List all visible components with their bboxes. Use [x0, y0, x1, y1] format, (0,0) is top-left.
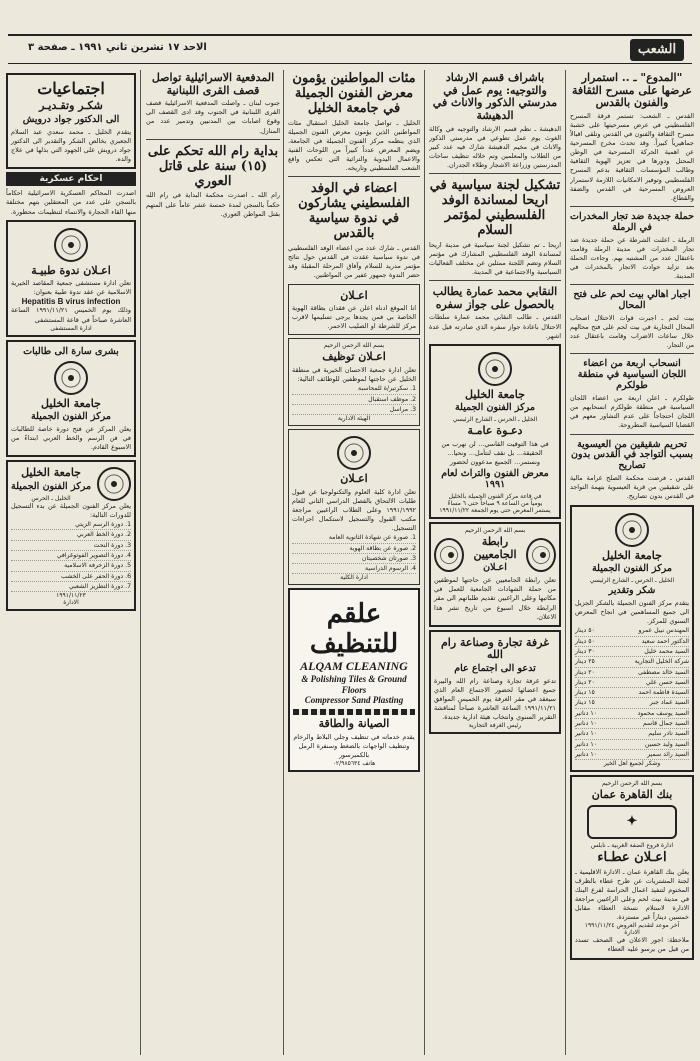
job-item: [292, 405, 416, 415]
donor-row: [575, 626, 689, 636]
gallery-list: [11, 520, 131, 592]
headline: انسحاب اربعة من اعضاء اللجان السياسية في منطقة طولكرم: [577, 358, 687, 392]
donor-amount: ١٠ دنانير: [575, 750, 597, 758]
chamber-ad: [429, 630, 561, 735]
donor-row: [575, 688, 689, 698]
ad-dept: مركز الفنون الجميلة: [454, 402, 536, 414]
article-body: الدهيشة ـ نظم قسم الارشاد والتوجيه في وكالة الغوث يوم عمل تطوعي في مدرستي الذكور والاناث في مخيم الدهيشة شارك فيه عدد كبير من الطلاب والمعلمين وتم خلاله تنظيف ساحات المدرستين وزراعة الاشجار وطلاء الجدران.: [429, 124, 561, 169]
donor-amount: ٥٠ دينار: [575, 637, 595, 645]
donor-row: [575, 668, 689, 678]
donor-row: [575, 678, 689, 688]
job-item-text: 3. مراسل: [389, 405, 416, 413]
job-item: [292, 395, 416, 405]
article-body: القدس ـ الشعب: تستمر فرقة المسرح الفلسطيني في عرض مسرحيتها على خشبة مسرح الثقافة والفنون في القدس وتلقى اقبالاً جماهيرياً كبيراً. وقد تحدث مخرج المسرحية عن اهمية الحركة المسرحية في الوطن المحتل ودورها في تعزيز الهوية الثقافية وطالب المؤسسات الثقافية بدعم المسرح الفلسطيني وتوفير الامكانيات اللازمة لاستمرار العروض المسرحية في القدس والضفة والقطاع.: [570, 111, 694, 202]
social-to: الى الدكتور جواد درويش: [22, 114, 120, 126]
donor-amount: ١٠ دنانير: [575, 720, 597, 728]
donor-amount: ٢٠ دينار: [575, 678, 595, 686]
column-rule: [565, 70, 566, 1055]
college-sign: ادارة الكلية: [340, 574, 368, 582]
masthead-logo: الشعب: [630, 39, 684, 61]
job-item-text: 1. سكرتير/ة للمحاسبة: [358, 385, 416, 393]
lost-id-notice: [288, 284, 420, 336]
league-seal-icon: [434, 538, 464, 572]
course-item-text: 5. دورة الزخرفة الاسلامية: [64, 562, 131, 570]
headline: مئات المواطنين يؤمون معرض الفنون الجميلة في جامعة الخليل: [292, 71, 416, 116]
bank-date: آخر موعد لتقديم العروض ١٩٩١/١١/٢٤: [584, 922, 680, 930]
donor-row: [575, 750, 689, 760]
bank-branch: ادارة فروع الضفة الغربية ـ نابلس: [590, 841, 674, 849]
ad-address: الخليل ـ الحرس ـ الشارع الرئيسي: [589, 577, 675, 585]
article-body: الرملة ـ اعلنت الشرطة عن حملة جديدة ضد تجار المخدرات في مدينة الرملة وقامت باعتقال عدد من المشتبه بهم. وجاءت الحملة بعد تزايد حوادث الاتجار بالمخدرات في المدينة.: [570, 235, 694, 281]
article-body: اريحا ـ تم تشكيل لجنة سياسية في مدينة اريحا لمساندة الوفد الفلسطيني المشارك في مؤتمر السلام وتضم اللجنة ممثلين عن مختلف الفعاليات السياسية والاجتماعية في المدينة.: [429, 240, 561, 277]
symposium-body: تعلن ادارة مستشفى جمعية المقاصد الخيرية الاسلامية عن عقد ندوة طبية بعنوان:: [11, 279, 131, 297]
social-title: اجتماعيات: [37, 79, 105, 98]
league-title: اعـلان: [483, 562, 507, 574]
article-body: بيت لحم ـ اجبرت قوات الاحتلال اصحاب المحال التجارية في بيت لحم على فتح محالهم خلال ساعات الاضراب وقامت باعتقال عدد من التجار.: [570, 314, 694, 350]
donor-amount: ٢٠ دينار: [575, 668, 595, 676]
column-2: [429, 70, 561, 1055]
donor-row: [575, 657, 689, 667]
ad-org: جامعة الخليل: [602, 548, 662, 562]
donor-row: [575, 647, 689, 657]
donor-name: السيد حسن علي: [645, 678, 689, 686]
article: [429, 284, 561, 341]
headline: المدفعية الاسرائيلية تواصل قصف القرى اللبنانية: [151, 71, 275, 97]
college-body: تعلن ادارة كلية العلوم والتكنولوجيا عن قبول طلبات الالتحاق بالفصل الدراسي الثاني للعام ١٩٩١/١٩٩٢ وعلى الطلاب الراغبين مراجعة مكتب القبول والتسجيل لاستكمال اجراءات التسجيل.: [292, 487, 416, 533]
donor-row: [575, 719, 689, 729]
article: [570, 288, 694, 350]
ad-address: الخليل ـ الحرس ـ الشارع الرئيسي: [452, 416, 538, 424]
college-list: [292, 533, 416, 574]
visit-title: بشرى سارة الى طالبات: [23, 345, 119, 357]
college-item-text: 4. الرسوم الدراسية: [365, 565, 416, 573]
symposium-details: وذلك يوم الخميس ١٩٩١/١١/٢١ الساعة العاشرة صباحاً في قاعة المستشفى: [11, 306, 131, 324]
donor-name: السيد نادر سليم: [648, 730, 689, 738]
course-item-text: 2. دورة الخط العربي: [76, 531, 131, 539]
college-item-text: 3. صورتان شخصيتان: [361, 554, 416, 562]
notice-title: اعـلان: [340, 288, 368, 302]
symposium-ad: [6, 220, 136, 337]
donor-row: [575, 709, 689, 719]
headline: بداية رام الله تحكم على (١٥) سنة على قاتل العوري: [147, 143, 279, 189]
chamber-sign: رئيس الغرفة التجارية: [468, 722, 522, 730]
gallery-ad: [6, 460, 136, 611]
course-item: [11, 572, 131, 582]
page-header: [8, 34, 692, 64]
cleaning-sub: الصيانة والطاقة: [318, 717, 390, 731]
university-seal-icon: [478, 352, 512, 386]
bank-body: يعلن بنك القاهرة عمان ـ الادارة الاقليمية ـ لجنة المشتريات عن طرح عطاء بالظرف المختوم لتنفيذ اعمال الحراسة لفرع البنك في مدينة بيت لحم وعلى الراغبين مراجعة الادارة لاستلام نسخة العطاء مقابل خمسين ديناراً غير مستردة.: [575, 867, 689, 922]
headline: تحريم شقيقين من العيسوية بسبب التواجد في القدس بدون تصاريح: [571, 438, 693, 472]
donor-amount: ١٥ دينار: [575, 689, 595, 697]
article: [570, 210, 694, 281]
course-item-text: 6. دورة الحفر على الخشب: [61, 572, 131, 580]
chamber-headline: تدعو الى اجتماع عام: [454, 663, 536, 674]
donor-row: [575, 729, 689, 739]
bank-note: ملاحظة: اجور الاعلان في الصحف تسدد من قبل من يرسو عليه العطاء: [575, 936, 689, 954]
university-invitation-ad: [429, 344, 561, 519]
course-item: [11, 541, 131, 551]
article: [570, 70, 694, 203]
decorative-strip: [293, 709, 415, 715]
ad-title: شكر وتقدير: [608, 585, 656, 597]
article-body: طولكرم ـ اعلن اربعة من اعضاء اللجان السياسية في منطقة طولكرم انسحابهم من اللجان احتجاجاً على عدم التشاور معهم في القضايا السياسية المطروحة.: [570, 394, 694, 430]
cleaning-brand-en: ALQAM CLEANING: [300, 659, 408, 674]
donor-amount: ١٥ دينار: [575, 699, 595, 707]
headline: باشراف قسم الارشاد والتوجيه: يوم عمل في مدرستي الذكور والاناث في الدهيشة: [432, 71, 558, 122]
donor-amount: ١٠ دنانير: [575, 730, 597, 738]
college-item: [292, 533, 416, 543]
gallery-address: الخليل ـ الحرس: [31, 494, 71, 502]
donor-name: السيد وليد حسين: [644, 740, 689, 748]
visit-body: يعلن المركز عن فتح دورة خاصة للطالبات في فن الرسم والخط العربي ابتداءً من الاسبوع القادم.: [11, 425, 131, 452]
article: [429, 177, 561, 277]
column-1: [570, 70, 694, 1055]
university-seal-icon: [615, 513, 649, 547]
job-item-text: 2. موظف استقبال: [368, 395, 416, 403]
chamber-title: غرفة تجارة وصناعة رام الله: [440, 635, 550, 662]
bank-sign: الادارة: [624, 929, 640, 937]
jobs-body: تعلن ادارة جمعية الاحسان الخيرية في منطقة الخليل عن حاجتها لموظفين للوظائف التالية:: [292, 366, 416, 384]
course-item: [11, 530, 131, 540]
bank-emblem-icon: ✦: [587, 805, 677, 839]
cleaning-body: يقدم خدماته في تنظيف وجلي البلاط والرخام وتنظيف الواجهات بالضغط وسنفرة الرمل بالكمبرسور: [293, 732, 415, 760]
gallery-org: جامعة الخليل: [21, 466, 81, 480]
donor-name: السيد محمد خليل: [644, 647, 689, 655]
donor-name: شركة الخليل التجارية: [634, 658, 689, 666]
university-ad: [570, 505, 694, 773]
jobs-list: [292, 384, 416, 415]
donor-name: السيد رائد سمير: [647, 750, 689, 758]
visit-ad: [6, 340, 136, 458]
course-item-text: 7. دورة التطريز الشعبي: [68, 582, 131, 590]
donor-amount: ٢٥ دينار: [575, 658, 595, 666]
ad-title: دعـوة عامـة: [467, 424, 523, 438]
league-body: تعلن رابطة الجامعيين عن حاجتها لموظفين من حملة الشهادات الجامعية للعمل في مكاتبها وعلى الراغبين تقديم طلباتهم الى مقر الرابطة خلال اسبوع من تاريخ نشر هذا الاعلان.: [434, 576, 556, 621]
donor-row: [575, 698, 689, 708]
column-3: [288, 70, 420, 1055]
college-seal-icon: [337, 436, 371, 470]
article-body: القدس ـ طالب النقابي محمد عمارة سلطات الاحتلال باعادة جواز سفره الذي صادرته قبل عدة اشهر.: [429, 313, 561, 340]
article: [570, 438, 694, 502]
college-ad: [288, 429, 420, 585]
ad-org: جامعة الخليل: [465, 387, 525, 401]
military-bar: احكام عسكرية: [6, 172, 136, 186]
jobs-title: اعـلان توظيف: [322, 350, 386, 364]
ad-body: في هذا التوقيت القاسي... لن نهرب من الحقيقة... بل نقف لنتأمل... ونحيا... ونستمر... الجميع مدعوون لحضور: [441, 439, 549, 467]
article: [288, 180, 420, 280]
ad-body: يتقدم مركز الفنون الجميلة بالشكر الجزيل الى جميع المساهمين في انجاح المعرض السنوي للمركز.: [575, 599, 689, 626]
bank-ad: [570, 775, 694, 959]
donor-name: الدكتور احمد سعيد: [641, 637, 689, 645]
gallery-date: ١٩٩١/١١/٢٣: [56, 592, 86, 600]
league-org: رابطة الجامعيين: [473, 535, 517, 561]
course-item-text: 1. دورة الرسم الزيتي: [75, 521, 131, 529]
donor-row: [575, 637, 689, 647]
headline: اعضاء في الوفد الفلسطيني يشاركون في ندوة سياسية بالقدس: [298, 181, 410, 242]
basmala: بسم الله الرحمن الرحيم: [323, 342, 385, 350]
course-item: [11, 582, 131, 592]
donor-name: المهندس نبيل عمرو: [638, 627, 689, 635]
notice-body: انا الموقع ادناه اعلن عن فقدان بطاقة الهوية الخاصة بي فمن يجدها يرجى تسليمها لاقرب مركز للشرطة او الصليب الاحمر.: [292, 304, 416, 331]
donor-name: السيد عماد جبر: [649, 699, 689, 707]
social-body: يتقدم الخليل ـ محمد سعدي عبد السلام الجعبري بخالص الشكر والتقدير الى الدكتور جواد درويش على الجهود التي بذلها في علاج والده.: [11, 127, 131, 164]
column-rule: [283, 70, 284, 1055]
course-item-text: 3. دورة النحت: [93, 541, 131, 549]
gallery-dept: مركز الفنون الجميلة: [11, 481, 92, 493]
donor-amount: ١٠ دنانير: [575, 709, 597, 717]
column-5: [6, 70, 136, 1055]
headline: حملة جديدة ضد تجار المخدرات في الرملة: [570, 210, 694, 233]
military-body: اصدرت المحاكم العسكرية الاسرائيلية احكاماً بالسجن على عدد من المعتقلين بتهم مختلفة منها القاء الحجارة والانتماء لتنظيمات محظورة.: [6, 189, 136, 216]
gallery-body: يعلن مركز الفنون الجميلة عن بدء التسجيل للدورات التالية:: [11, 501, 131, 520]
donor-name: السيد جمال قاسم: [642, 720, 689, 728]
job-item: [292, 384, 416, 394]
donor-amount: ١٠ دنانير: [575, 740, 597, 748]
cleaning-compressor-en: Compressor Sand Plasting: [304, 695, 404, 706]
basmala: بسم الله الرحمن الرحيم: [464, 527, 526, 535]
social-subtitle: شكـر وتقـديـر: [39, 99, 103, 113]
course-item-text: 4. دورة التصوير الفوتوغرافي: [56, 552, 131, 560]
hospital-seal-icon: [54, 228, 88, 262]
donor-name: السيدة فاطمة احمد: [638, 689, 689, 697]
visit-org: جامعة الخليل: [41, 396, 101, 410]
visit-dept: مركز الفنون الجميلة: [30, 411, 112, 423]
jobs-ad: [288, 338, 420, 426]
basmala: بسم الله الرحمن الرحيم: [601, 780, 663, 788]
social-section: [6, 73, 136, 169]
date-line: الاحد ١٧ تشرين ثاني ١٩٩١ ـ صفحة ٣: [28, 42, 207, 53]
article: [429, 70, 561, 170]
college-item-text: 2. صورة عن بطاقة الهوية: [349, 544, 416, 552]
headline: النقابي محمد عمارة يطالب بالحصول على جواز سفره: [432, 285, 558, 311]
column-rule: [140, 70, 141, 1055]
donor-name: السيد يوسف محمود: [637, 709, 689, 717]
donor-amount: ٥٠ دينار: [575, 627, 595, 635]
symposium-title: اعـلان ندوة طبيـة: [31, 263, 111, 277]
symposium-topic: Hepatitis B virus infection: [21, 297, 121, 307]
college-item-text: 1. صورة عن شهادة الثانوية العامة: [328, 534, 416, 542]
university-seal-icon: [97, 467, 131, 501]
cleaning-phone: هاتف ٠٢/٩٨٥٦٣٤: [332, 760, 376, 768]
league-seal-icon: [526, 538, 556, 572]
column-rule: [424, 70, 425, 1055]
college-item: [292, 554, 416, 564]
event-name: معرض الفنون والتراث لعام ١٩٩١: [441, 468, 549, 491]
event-dates: يستمر المعرض حتى يوم الجمعة ١٩٩١/١١/٢٢: [439, 507, 551, 515]
article-body: القدس ـ شارك عدد من اعضاء الوفد الفلسطيني في ندوة سياسية عقدت في القدس حول نتائج مؤتمر مدريد للسلام وآفاق المرحلة المقبلة وقد حضر الندوة جمهور غفير من المواطنين.: [288, 244, 420, 280]
cleaning-brand: علقم للتنظيف: [309, 599, 399, 660]
cleaning-ad: [288, 588, 420, 772]
course-item: [11, 551, 131, 561]
article-body: الخليل ـ تواصل جامعة الخليل استقبال مئات المواطنين الذين يؤمون معرض الفنون الجميلة الذي ينظمه مركز الفنون الجميلة في الجامعة. ويضم المعرض عدداً كبيراً من اللوحات الفنية والاعمال اليدوية والتراثية التي تعكس واقع الشعب الفلسطيني وتاريخه.: [288, 118, 420, 173]
bank-headline: اعـلان عطـاء: [597, 849, 667, 865]
bank-name: بنك القاهرة عمان: [591, 788, 673, 802]
league-ad: [429, 522, 561, 627]
article: [146, 143, 280, 219]
course-item: [11, 561, 131, 571]
donor-row: [575, 740, 689, 750]
article: [570, 357, 694, 430]
symposium-sign: ادارة المستشفى: [50, 324, 92, 332]
ad-dept: مركز الفنون الجميلة: [591, 563, 673, 575]
article: [288, 70, 420, 173]
chamber-body: تدعو غرفة تجارة وصناعة رام الله والبيرة جميع اعضائها لحضور الاجتماع العام الذي سيعقد في مقر الغرفة يوم الخميس الموافق ١٩٩١/١١/٢١ الساعة العاشرة صباحاً لمناقشة التقرير السنوي وانتخاب هيئة ادارية جديدة.: [434, 676, 556, 722]
college-item: [292, 544, 416, 554]
headline: "المدوع" ـ .. استمرار عرضها على مسرح الثقافة والفنون بالقدس: [572, 71, 692, 110]
cleaning-service-en: & Polishing Tiles & Ground Floors: [301, 673, 407, 695]
article-body: رام الله ـ اصدرت محكمة البداية في رام الله حكماً بالسجن لمدة خمسة عشر عاماً على المتهم بقتل المواطن العوري.: [146, 191, 280, 218]
article-body: القدس ـ فرضت محكمة الصلح غرامة مالية على شقيقين من قرية العيسوية بتهمة التواجد في القدس بدون تصاريح.: [570, 474, 694, 501]
ad-footer: وشكر لجميع اهل الخير: [603, 760, 661, 768]
course-item: [11, 520, 131, 530]
donor-name: السيد خالد مصطفى: [637, 668, 689, 676]
event-time: يومياً من الساعة ٩ صباحاً حتى ٦ مساءً: [447, 500, 543, 508]
article: [146, 70, 280, 136]
university-seal-icon: [54, 361, 88, 395]
college-item: [292, 564, 416, 574]
event-place: في قاعة مركز الفنون الجميلة بالخليل: [448, 493, 542, 501]
donor-list: [575, 626, 689, 760]
headline: اجبار اهالي بيت لحم على فتح المحال: [573, 289, 691, 312]
college-title: اعـلان: [340, 472, 368, 486]
article-body: جنوب لبنان ـ واصلت المدفعية الاسرائيلية قصف القرى اللبنانية في الجنوب وقد ادى القصف الى وقوع اصابات بين المدنيين وتدمير عدد من المنازل.: [146, 99, 280, 135]
headline: تشكيل لجنة سياسية في اريحا لمساندة الوفد الفلسطيني لمؤتمر السلام: [429, 178, 561, 238]
jobs-sign: الهيئة الادارية: [337, 415, 371, 423]
column-4: [146, 70, 280, 1055]
gallery-sign: الادارة: [63, 599, 79, 607]
donor-amount: ٣٠ دينار: [575, 647, 595, 655]
